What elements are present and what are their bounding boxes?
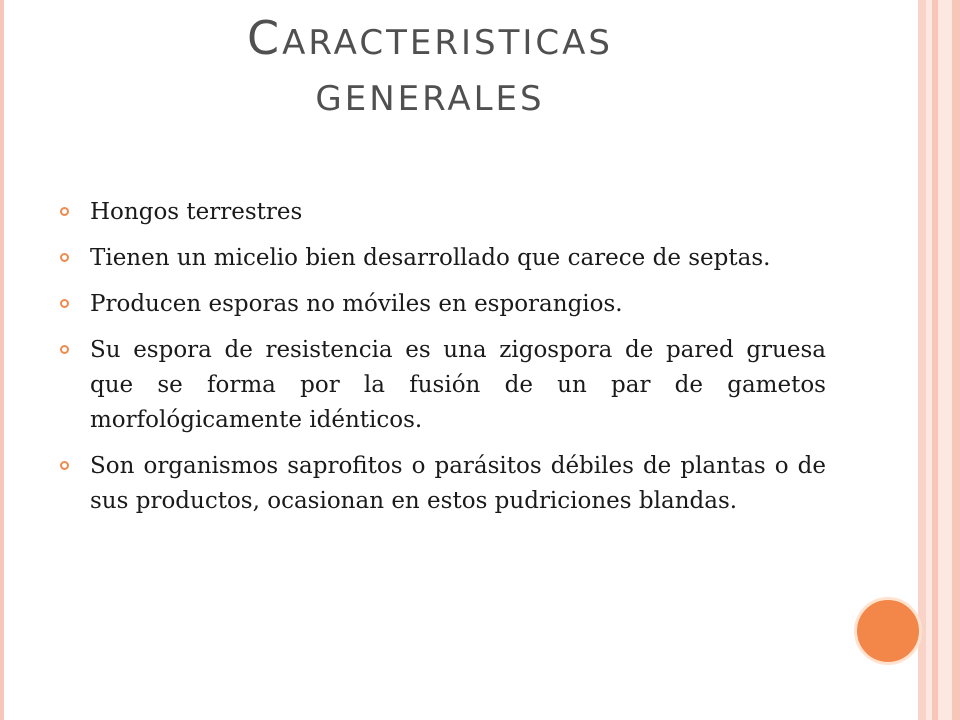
title-line2: GENERALES [315, 79, 545, 119]
stripe-right-4 [938, 0, 952, 720]
bullet-item [60, 449, 826, 519]
bullet-text: Su espora de resistencia es una zigospora de pared gruesa que se forma por la fusión de un par de gametos morfológicamente idénticos. [90, 337, 826, 433]
bullet-item [60, 195, 826, 230]
orange-circle-decoration [854, 597, 922, 665]
title-first-letter: C [247, 11, 283, 65]
bullet-circle-icon [60, 253, 69, 262]
bullet-circle-icon [60, 461, 69, 470]
bullet-text: Son organismos saprofitos o parásitos débiles de plantas o de sus productos, ocasionan en estos pudriciones blandas. [90, 453, 826, 514]
bullet-text: Hongos terrestres [90, 199, 303, 225]
bullet-circle-icon [60, 299, 69, 308]
bullet-item [60, 287, 826, 322]
bullet-circle-icon [60, 207, 69, 216]
stripe-right-5 [952, 0, 960, 720]
stripe-left [0, 0, 4, 720]
bullet-list [60, 195, 826, 530]
slide-title [150, 10, 710, 127]
title-line1-rest: ARACTERISTICAS [282, 23, 613, 63]
bullet-item [60, 333, 826, 438]
bullet-text: Tienen un micelio bien desarrollado que carece de septas. [90, 245, 771, 271]
bullet-text: Producen esporas no móviles en esporangios. [90, 291, 623, 317]
stripe-right-1 [918, 0, 926, 720]
bullet-item [60, 241, 826, 276]
bullet-circle-icon [60, 345, 69, 354]
